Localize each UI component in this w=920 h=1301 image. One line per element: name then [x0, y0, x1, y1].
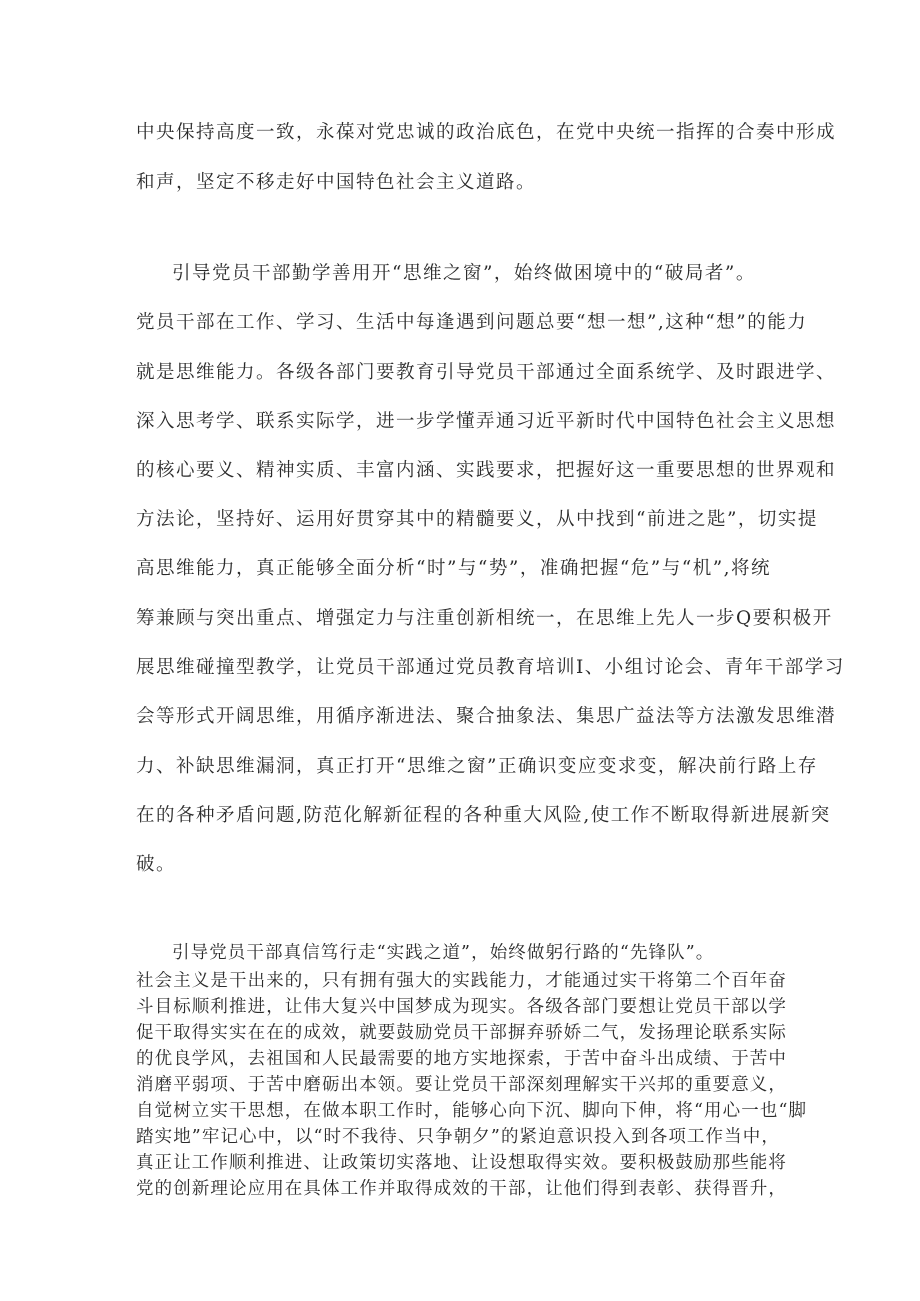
p3-heading-line: 引导党员干部真信笃行走“实践之道”，始终做躬行路的“先锋队”。 [172, 943, 715, 963]
p2-line-5: 的核心要义、精神实质、丰富内涵、实践要求，把握好这一重要思想的世界观和 [136, 460, 837, 481]
p2-line-10: 会等形式开阔思维，用循序渐进法、聚合抽象法、集思广益法等方法激发思维潜 [136, 706, 837, 727]
p3-line-10: 党的创新理论应用在具体工作并取得成效的干部，让他们得到表彰、获得晋升， [136, 1179, 787, 1199]
p2-heading-line: 引导党员干部勤学善用开“思维之窗”，始终做困境中的“破局者”。 [172, 263, 756, 284]
p2-line-9: 展思维碰撞型教学，让党员干部通过党员教育培训I、小组讨论会、青年干部学习 [136, 657, 845, 678]
p3-line-8: 踏实地”牢记心中，以“时不我待、只争朝夕”的紧迫意识投入到各项工作当中， [136, 1127, 780, 1147]
p3-line-3: 斗目标顺利推进，让伟大复兴中国梦成为现实。各级各部门要想让党员干部以学 [136, 997, 787, 1017]
p3-line-9: 真正让工作顺利推进、让政策切实落地、让设想取得实效。要积极鼓励那些能将 [136, 1153, 787, 1173]
p3-line-6: 消磨平弱项、于苦中磨砺出本领。要让党员干部深刻理解实干兴邦的重要意义， [136, 1075, 787, 1095]
p2-line-2: 党员干部在工作、学习、生活中每逢遇到问题总要“想一想”,这种“想”的能力 [136, 312, 808, 333]
p3-line-2: 社会主义是干出来的，只有拥有强大的实践能力，才能通过实干将第二个百年奋 [136, 971, 787, 991]
p2-line-13: 破。 [136, 854, 177, 875]
p2-line-4: 深入思考学、联系实际学，进一步学懂弄通习近平新时代中国特色社会主义思想 [136, 411, 837, 432]
p3-line-7: 自觉树立实干思想，在做本职工作时，能够心向下沉、脚向下伸，将“用心一也“脚 [136, 1101, 808, 1121]
p1-line-1: 中央保持高度一致，永葆对党忠诚的政治底色，在党中央统一指挥的合奏中形成 [136, 122, 837, 143]
p2-line-3: 就是思维能力。各级各部门要教育引导党员干部通过全面系统学、及时跟进学、 [136, 362, 837, 383]
p2-line-6: 方法论，坚持好、运用好贯穿其中的精髓要义，从中找到“前进之匙”，切实提 [136, 509, 818, 530]
p2-line-8: 筹兼顾与突出重点、增强定力与注重创新相统一，在思维上先人一步Q要积极开 [136, 608, 833, 629]
p1-line-2: 和声，坚定不移走好中国特色社会主义道路。 [136, 172, 537, 193]
p2-line-11: 力、补缺思维漏洞，真正打开“思维之窗”正确识变应变求变，解决前行路上存 [136, 756, 818, 777]
p2-line-7: 高思维能力，真正能够全面分析“时”与“势”，准确把握“危”与“机”,将统 [136, 558, 772, 579]
p2-line-12: 在的各种矛盾问题,防范化解新征程的各种重大风险,使工作不断取得新进展新突 [136, 805, 831, 826]
p3-line-4: 促干取得实实在在的成效，就要鼓励党员干部摒弃骄娇二气，发扬理论联系实际 [136, 1023, 787, 1043]
p3-line-5: 的优良学风，去祖国和人民最需要的地方实地探索，于苦中奋斗出成绩、于苦中 [136, 1049, 787, 1069]
